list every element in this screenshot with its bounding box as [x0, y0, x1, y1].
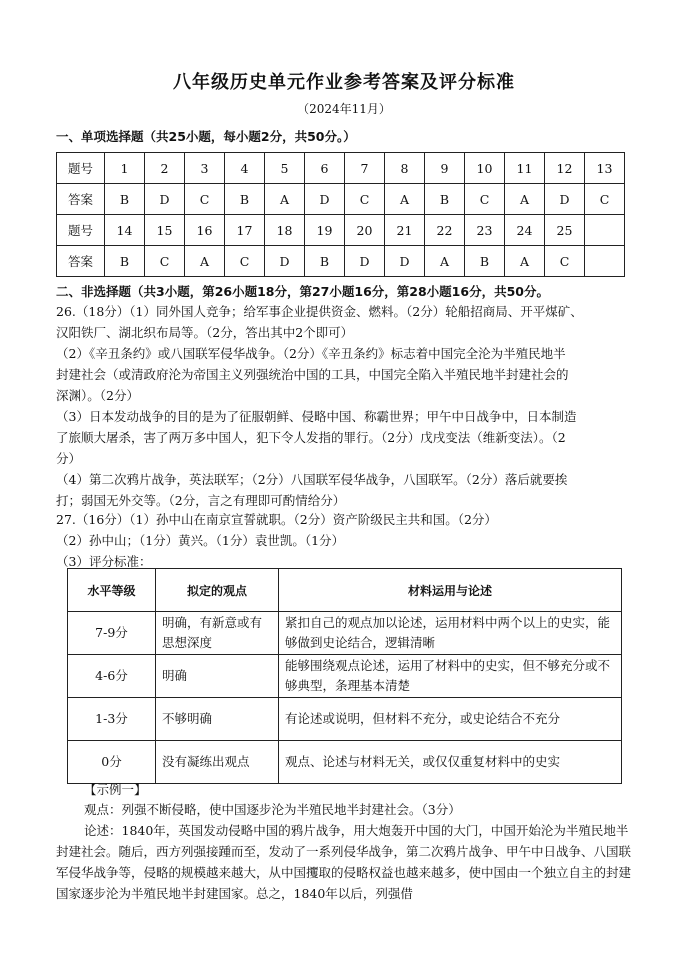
row-label: 题号	[57, 153, 105, 184]
text-line: （3）评分标准：	[56, 554, 152, 569]
text-line: 汉阳铁厂、湖北织布局等。（2分，答出其中2个即可）	[56, 325, 354, 340]
table-cell: C	[225, 246, 265, 277]
table-cell: A	[505, 184, 545, 215]
table-cell: 5	[265, 153, 305, 184]
table-cell: 20	[345, 215, 385, 246]
view-cell: 明确，有新意或有思想深度	[156, 612, 279, 655]
table-cell: D	[265, 246, 305, 277]
table-cell: 3	[185, 153, 225, 184]
table-cell: 12	[545, 153, 585, 184]
table-cell: D	[385, 246, 425, 277]
text-line: 深渊）。（2分）	[56, 388, 139, 403]
column-header: 水平等级	[68, 569, 156, 612]
table-cell: 17	[225, 215, 265, 246]
table-row	[57, 215, 625, 246]
table-cell: A	[265, 184, 305, 215]
page-date: （2024年11月）	[297, 102, 391, 116]
text-line: 封建社会（或清政府沦为帝国主义列强统治中国的工具，中国完全陷入半殖民地半封建社会的	[56, 367, 569, 382]
view-cell: 明确	[156, 655, 279, 698]
table-row	[68, 655, 622, 698]
table-cell: 25	[545, 215, 585, 246]
table-cell: C	[185, 184, 225, 215]
scoring-criteria-table	[67, 568, 622, 784]
table-cell: 23	[465, 215, 505, 246]
table-row	[57, 184, 625, 215]
table-cell: B	[105, 184, 145, 215]
material-cell: 紧扣自己的观点加以论述，运用材料中两个以上的史实，能够做到史论结合，逻辑清晰	[279, 612, 622, 655]
table-cell: 4	[225, 153, 265, 184]
example-body: 论述：1840年，英国发动侵略中国的鸦片战争，用大炮轰开中国的大门，中国开始沦为半殖民地半封建社会。随后，西方列强接踵而至，发动了一系列侵华战争，第二次鸦片战争、甲午中日战争、八国联军侵华战争等，侵略的规模越来越大，从中国攫取的侵略权益也越来越多，使中国由一个独立自主的封建国家逐步沦为半殖民地半封建国家。总之，1840年以后，列强借	[56, 823, 632, 901]
table-cell: D	[145, 184, 185, 215]
table-row	[57, 153, 625, 184]
text-line: 了旅顺大屠杀，害了两万多中国人，犯下令人发指的罪行。（2分）戊戌变法（维新变法）。（2	[56, 430, 566, 445]
table-cell: 13	[585, 153, 625, 184]
table-cell: A	[425, 246, 465, 277]
view-cell: 不够明确	[156, 698, 279, 741]
table-cell: D	[345, 246, 385, 277]
table-cell: A	[505, 246, 545, 277]
level-cell: 4-6分	[68, 655, 156, 698]
table-cell: 2	[145, 153, 185, 184]
table-cell: B	[465, 246, 505, 277]
text-line: （2）孙中山；（1分）黄兴。（1分）袁世凯。（1分）	[56, 533, 345, 548]
table-cell: B	[305, 246, 345, 277]
material-cell: 有论述或说明，但材料不充分，或史论结合不充分	[279, 698, 622, 741]
section-heading-choice: 一、单项选择题（共25小题，每小题2分，共50分。）	[56, 129, 356, 144]
table-cell	[585, 246, 625, 277]
table-cell	[585, 215, 625, 246]
table-cell: 18	[265, 215, 305, 246]
answer-26	[56, 301, 636, 511]
table-cell: 1	[105, 153, 145, 184]
text-line: 27.（16分）（1）孙中山在南京宣誓就职。（2分）资产阶级民主共和国。（2分）	[56, 512, 497, 527]
table-cell: 24	[505, 215, 545, 246]
view-cell: 没有凝练出观点	[156, 741, 279, 784]
table-cell: 8	[385, 153, 425, 184]
table-cell: 21	[385, 215, 425, 246]
table-row	[68, 698, 622, 741]
level-cell: 7-9分	[68, 612, 156, 655]
table-cell: 16	[185, 215, 225, 246]
table-cell: C	[545, 246, 585, 277]
table-cell: B	[105, 246, 145, 277]
answer-27	[56, 509, 636, 572]
table-cell: 9	[425, 153, 465, 184]
table-cell: 15	[145, 215, 185, 246]
row-label: 题号	[57, 215, 105, 246]
table-cell: 7	[345, 153, 385, 184]
level-cell: 0分	[68, 741, 156, 784]
row-label: 答案	[57, 246, 105, 277]
table-row	[57, 246, 625, 277]
table-cell: 19	[305, 215, 345, 246]
table-cell: A	[185, 246, 225, 277]
table-cell: B	[425, 184, 465, 215]
choice-answer-table	[56, 152, 625, 277]
table-cell: B	[225, 184, 265, 215]
table-cell: 6	[305, 153, 345, 184]
table-row	[68, 741, 622, 784]
page-title: 八年级历史单元作业参考答案及评分标准	[173, 72, 515, 93]
text-line: （2）《辛丑条约》或八国联军侵华战争。（2分）《辛丑条约》标志着中国完全沦为半殖民地半	[56, 346, 566, 361]
table-cell: D	[545, 184, 585, 215]
table-cell: 14	[105, 215, 145, 246]
text-line: （3）日本发动战争的目的是为了征服朝鲜、侵略中国、称霸世界；甲午中日战争中，日本制造	[56, 409, 577, 424]
text-line: 分）	[56, 451, 82, 466]
column-header: 拟定的观点	[156, 569, 279, 612]
text-line: 26.（18分）（1）同外国人竞争；给军事企业提供资金、燃料。（2分）轮船招商局、开平煤矿、	[56, 304, 583, 319]
material-cell: 观点、论述与材料无关，或仅仅重复材料中的史实	[279, 741, 622, 784]
table-cell: C	[585, 184, 625, 215]
material-cell: 能够围绕观点论述，运用了材料中的史实，但不够充分或不够典型，条理基本清楚	[279, 655, 622, 698]
column-header: 材料运用与论述	[279, 569, 622, 612]
level-cell: 1-3分	[68, 698, 156, 741]
example-title: 【示例一】	[84, 782, 147, 797]
text-line: （4）第二次鸦片战争，英法联军；（2分）八国联军侵华战争，八国联军。（2分）落后就要挨	[56, 472, 568, 487]
example-view: 观点：列强不断侵略，使中国逐步沦为半殖民地半封建社会。（3分）	[84, 802, 461, 817]
table-cell: C	[145, 246, 185, 277]
table-cell: 10	[465, 153, 505, 184]
table-cell: 22	[425, 215, 465, 246]
table-cell: C	[345, 184, 385, 215]
table-cell: D	[305, 184, 345, 215]
row-label: 答案	[57, 184, 105, 215]
table-cell: 11	[505, 153, 545, 184]
table-cell: C	[465, 184, 505, 215]
text-line: 打；弱国无外交等。（2分，言之有理即可酌情给分）	[56, 493, 346, 508]
table-header-row	[68, 569, 622, 612]
section-heading-open: 二、非选择题（共3小题，第26小题18分，第27小题16分，第28小题16分，共50分。	[56, 284, 549, 299]
table-cell: A	[385, 184, 425, 215]
table-row	[68, 612, 622, 655]
